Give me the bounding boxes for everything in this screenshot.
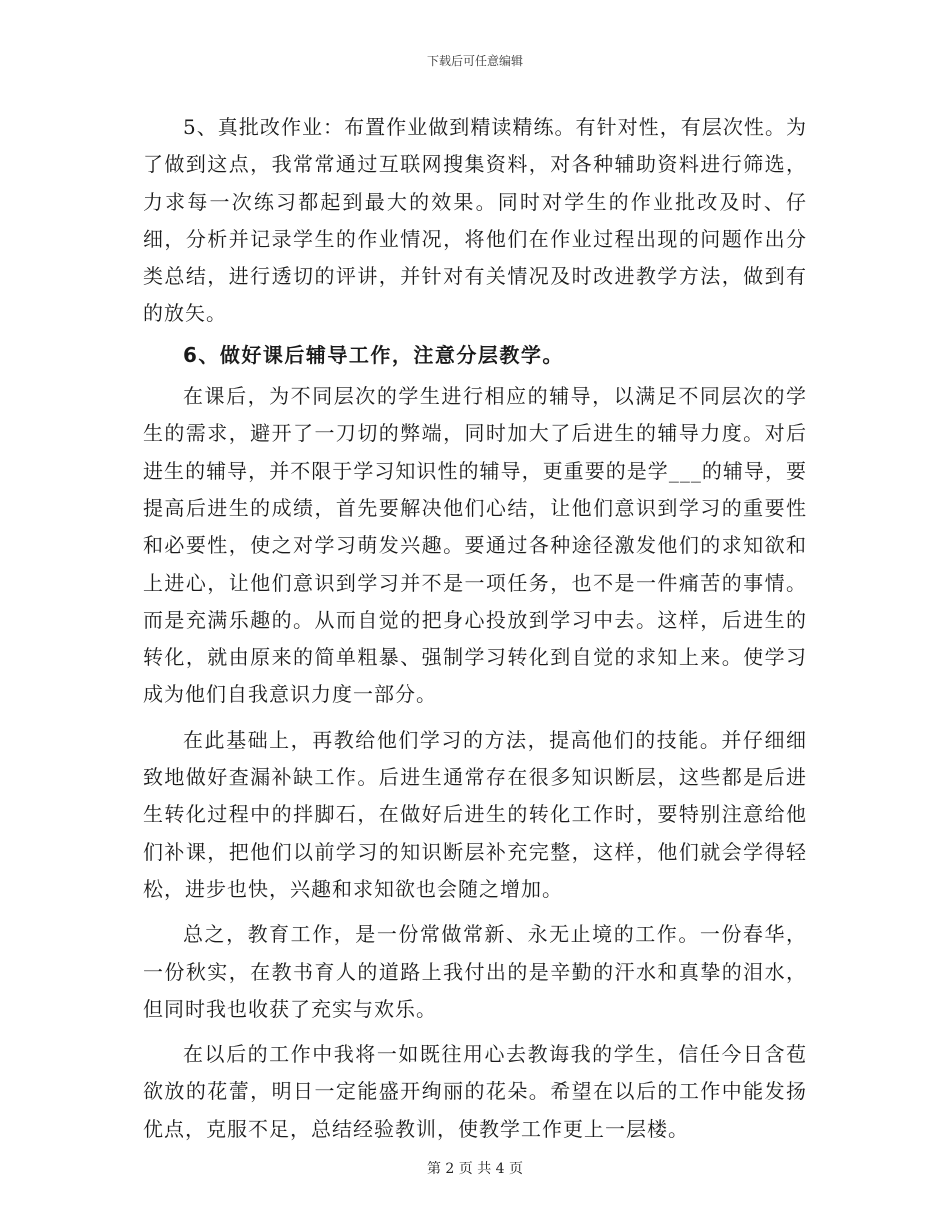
paragraph-future-plans: 在以后的工作中我将一如既往用心去教诲我的学生，信任今日含苞欲放的花蕾，明日一定能盛开绚丽的花朵。希望在以后的工作中能发扬优点，克服不足，总结经验教训，使教学工作更上一层楼。	[143, 1042, 807, 1141]
paragraph-conclusion: 总之，教育工作，是一份常做常新、永无止境的工作。一份春华，一份秋实，在教书育人的道路上我付出的是辛勤的汗水和真挚的泪水，但同时我也收获了充实与欢乐。	[143, 922, 807, 1021]
paragraph-tutoring-struggling-students: 在课后，为不同层次的学生进行相应的辅导，以满足不同层次的学生的需求，避开了一刀切的弊端，同时加大了后进生的辅导力度。对后进生的辅导，并不限于学习知识性的辅导，更重要的是学___的辅导，要提高后进生的成绩，首先要解决他们心结，让他们意识到学习的重要性和必要性，使之对学习萌发兴趣。要通过各种途径激发他们的求知欲和上进心，让他们意识到学习并不是一项任务，也不是一件痛苦的事情。而是充满乐趣的。从而自觉的把身心投放到学习中去。这样，后进生的转化，就由原来的简单粗暴、强制学习转化到自觉的求知上来。使学习成为他们自我意识力度一部分。	[143, 384, 807, 707]
paragraph-homework-correction: 5、真批改作业：布置作业做到精读精练。有针对性，有层次性。为了做到这点，我常常通过互联网搜集资料，对各种辅助资料进行筛选，力求每一次练习都起到最大的效果。同时对学生的作业批改及时、仔细，分析并记录学生的作业情况，将他们在作业过程出现的问题作出分类总结，进行透切的评讲，并针对有关情况及时改进教学方法，做到有的放矢。	[143, 115, 807, 326]
paragraph-learning-methods: 在此基础上，再教给他们学习的方法，提高他们的技能。并仔细细致地做好查漏补缺工作。后进生通常存在很多知识断层，这些都是后进生转化过程中的拌脚石，在做好后进生的转化工作时，要特别注意给他们补课，把他们以前学习的知识断层补充完整，这样，他们就会学得轻松，进步也快，兴趣和求知欲也会随之增加。	[143, 727, 807, 901]
page-header-note: 下载后可任意编辑	[426, 54, 523, 68]
section-heading-after-class-tutoring: 6、做好课后辅导工作，注意分层教学。	[183, 342, 564, 367]
page-number: 第 2 页 共 4 页	[426, 1161, 524, 1177]
document-body	[143, 109, 807, 1148]
